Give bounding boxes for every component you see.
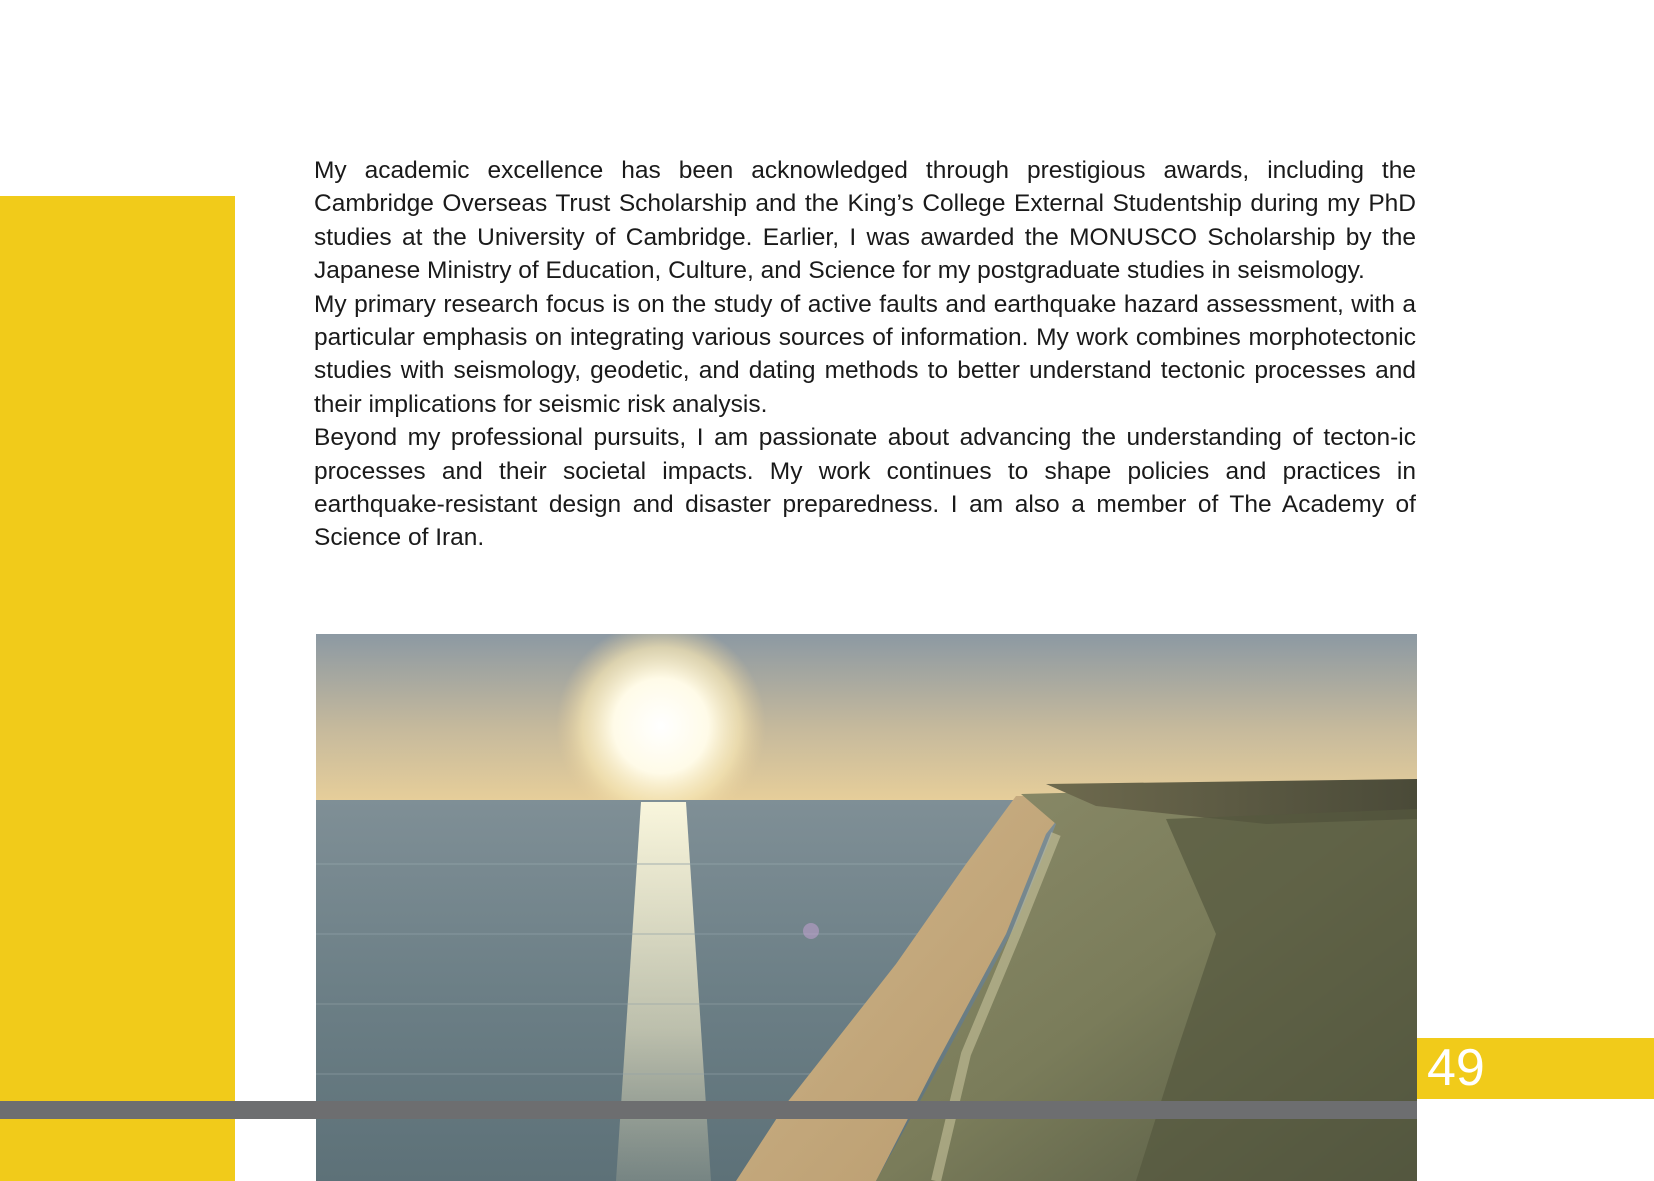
coastal-cliff-sunset-photo (316, 634, 1417, 1181)
page-number: 49 (1427, 1039, 1485, 1097)
photo-illustration (316, 634, 1417, 1181)
page-number-tab (1417, 1038, 1654, 1099)
article-body (314, 154, 1416, 555)
paragraph-research-focus: My primary research focus is on the study of active faults and earthquake hazard assessment, with a particular emphasis on integrating various sources of information. My work combines morphotectonic studies with seismology, geodetic, and dating methods to better understand tectonic processes and their implications for seismic risk analysis. (314, 290, 1416, 418)
footer-gray-band (0, 1101, 1417, 1119)
paragraph-professional-pursuits: Beyond my professional pursuits, I am passionate about advancing the understanding of tecton-ic processes and their societal impacts. My work continues to shape policies and practices in earthquake-resistant design and disaster preparedness. I am also a member of The Academy of Science of Iran. (314, 424, 1416, 552)
left-accent-bar (0, 196, 235, 1181)
paragraph-awards: My academic excellence has been acknowledged through prestigious awards, including the Cambridge Overseas Trust Scholarship and the King’s College External Studentship during my PhD studies at the University of Cambridge. Earlier, I was awarded the MONUSCO Scholarship by the Japanese Ministry of Education, Culture, and Science for my postgraduate studies in seismology. (314, 157, 1416, 285)
